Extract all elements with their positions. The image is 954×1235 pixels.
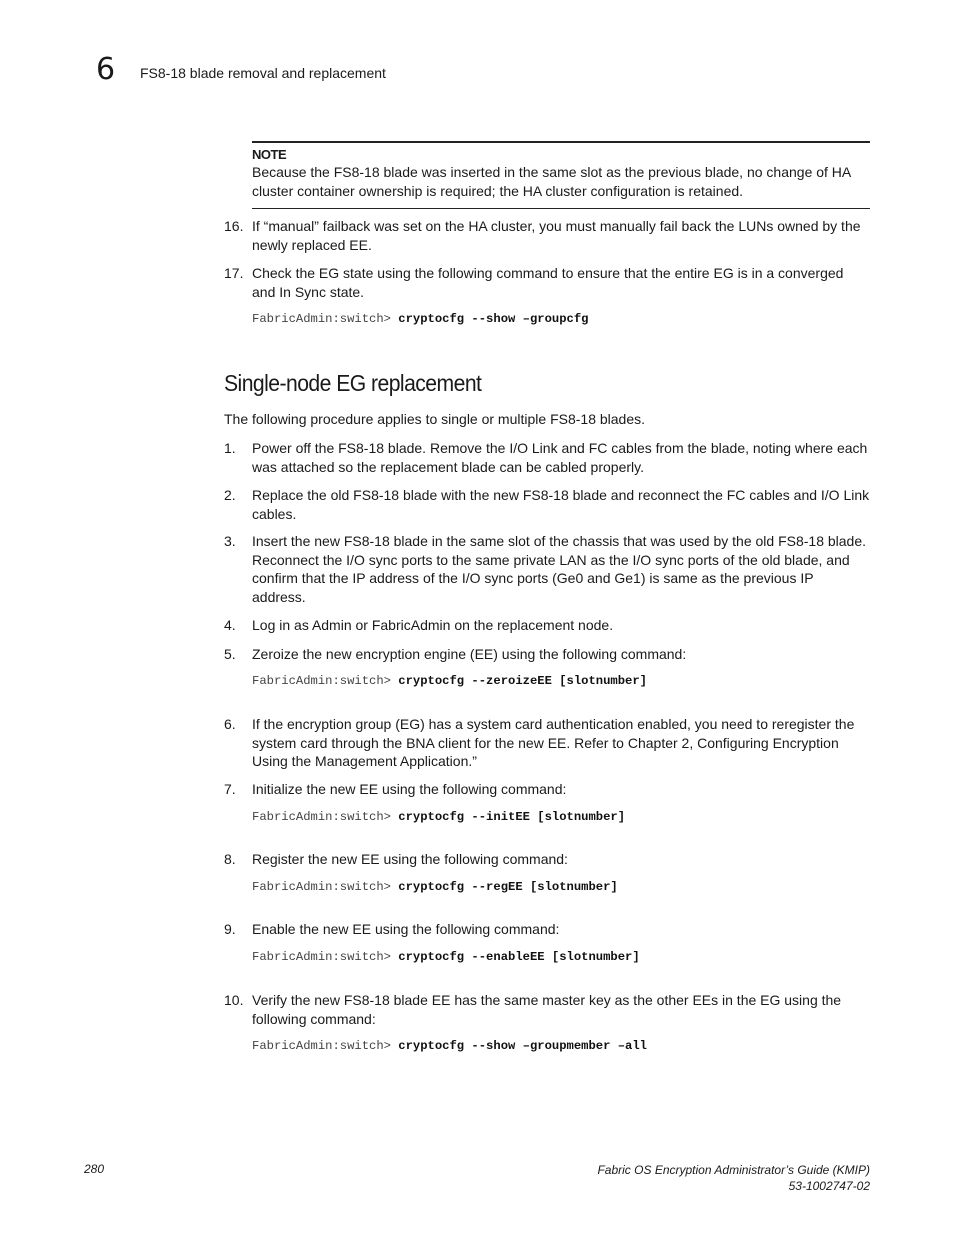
code-prompt: FabricAdmin:switch> [252, 950, 391, 964]
step-text: Insert the new FS8-18 blade in the same slot of the chassis that was used by the old FS8-18 blade. Reconnect the I/O sync ports to the same private LAN as the I/O sync ports of the old blade, and confirm that the IP address of the I/O sync ports (Ge0 and Ge1) is same as the previous IP address. [252, 533, 867, 605]
code-command: cryptocfg --show –groupcfg [398, 312, 589, 326]
code-command: cryptocfg --show –groupmember –all [398, 1039, 647, 1053]
step-text: Check the EG state using the following command to ensure that the entire EG is in a converged and In Sync state. [252, 265, 844, 300]
step-number: 2. [224, 487, 236, 503]
code-initee [252, 810, 625, 824]
step-number: 6. [224, 716, 236, 732]
code-prompt: FabricAdmin:switch> [252, 1039, 391, 1053]
step-text: Verify the new FS8-18 blade EE has the same master key as the other EEs in the EG using the following command: [252, 992, 842, 1027]
note-box [252, 141, 870, 209]
step-text: Register the new EE using the following command: [252, 851, 568, 867]
step-number: 3. [224, 533, 236, 549]
code-enableee [252, 950, 640, 964]
doc-title: Fabric OS Encryption Administrator’s Guide (KMIP) [597, 1163, 870, 1177]
step-text: If the encryption group (EG) has a system card authentication enabled, you need to reregister the system card through the BNA client for the new EE. Refer to Chapter 2, Configuring Encryption Using the Management Application.” [252, 716, 855, 770]
section-heading: Single-node EG replacement [224, 370, 482, 396]
code-command: cryptocfg --zeroizeEE [slotnumber] [398, 674, 647, 688]
step-number: 9. [224, 921, 236, 937]
code-prompt: FabricAdmin:switch> [252, 674, 391, 688]
footer-doc-info [597, 1162, 870, 1194]
code-command: cryptocfg --initEE [slotnumber] [398, 810, 626, 824]
code-command: cryptocfg --enableEE [slotnumber] [398, 950, 640, 964]
code-groupmember [252, 1039, 647, 1053]
code-groupcfg [252, 312, 588, 326]
step-number: 4. [224, 617, 236, 633]
code-command: cryptocfg --regEE [slotnumber] [398, 880, 618, 894]
step-text: If “manual” failback was set on the HA cluster, you must manually fail back the LUNs owned by the newly replaced EE. [252, 218, 861, 253]
step-text: Log in as Admin or FabricAdmin on the replacement node. [252, 617, 614, 633]
code-prompt: FabricAdmin:switch> [252, 880, 391, 894]
step-text: Enable the new EE using the following command: [252, 921, 560, 937]
step-text: Replace the old FS8-18 blade with the new FS8-18 blade and reconnect the FC cables and I/O Link cables. [252, 487, 870, 522]
page-number: 280 [84, 1162, 105, 1176]
step-text: Power off the FS8-18 blade. Remove the I/O Link and FC cables from the blade, noting where each was attached so the replacement blade can be cabled properly. [252, 440, 868, 475]
step-text: Zeroize the new encryption engine (EE) using the following command: [252, 646, 687, 662]
note-label: NOTE [252, 147, 287, 162]
step-number: 16. [224, 218, 244, 234]
chapter-number: 6 [96, 52, 116, 87]
step-number: 7. [224, 781, 236, 797]
chapter-title: FS8-18 blade removal and replacement [140, 65, 386, 81]
step-number: 17. [224, 265, 244, 281]
code-prompt: FabricAdmin:switch> [252, 810, 391, 824]
step-number: 10. [224, 992, 244, 1008]
doc-number: 53-1002747-02 [788, 1179, 870, 1193]
section-intro: The following procedure applies to single or multiple FS8-18 blades. [224, 411, 646, 427]
step-number: 1. [224, 440, 236, 456]
step-text: Initialize the new EE using the following command: [252, 781, 567, 797]
code-zeroize [252, 674, 647, 688]
code-prompt: FabricAdmin:switch> [252, 312, 391, 326]
step-number: 5. [224, 646, 236, 662]
step-number: 8. [224, 851, 236, 867]
code-regee [252, 880, 618, 894]
note-text: Because the FS8-18 blade was inserted in the same slot as the previous blade, no change of HA cluster container ownership is required; the HA cluster configuration is retained. [252, 164, 851, 199]
